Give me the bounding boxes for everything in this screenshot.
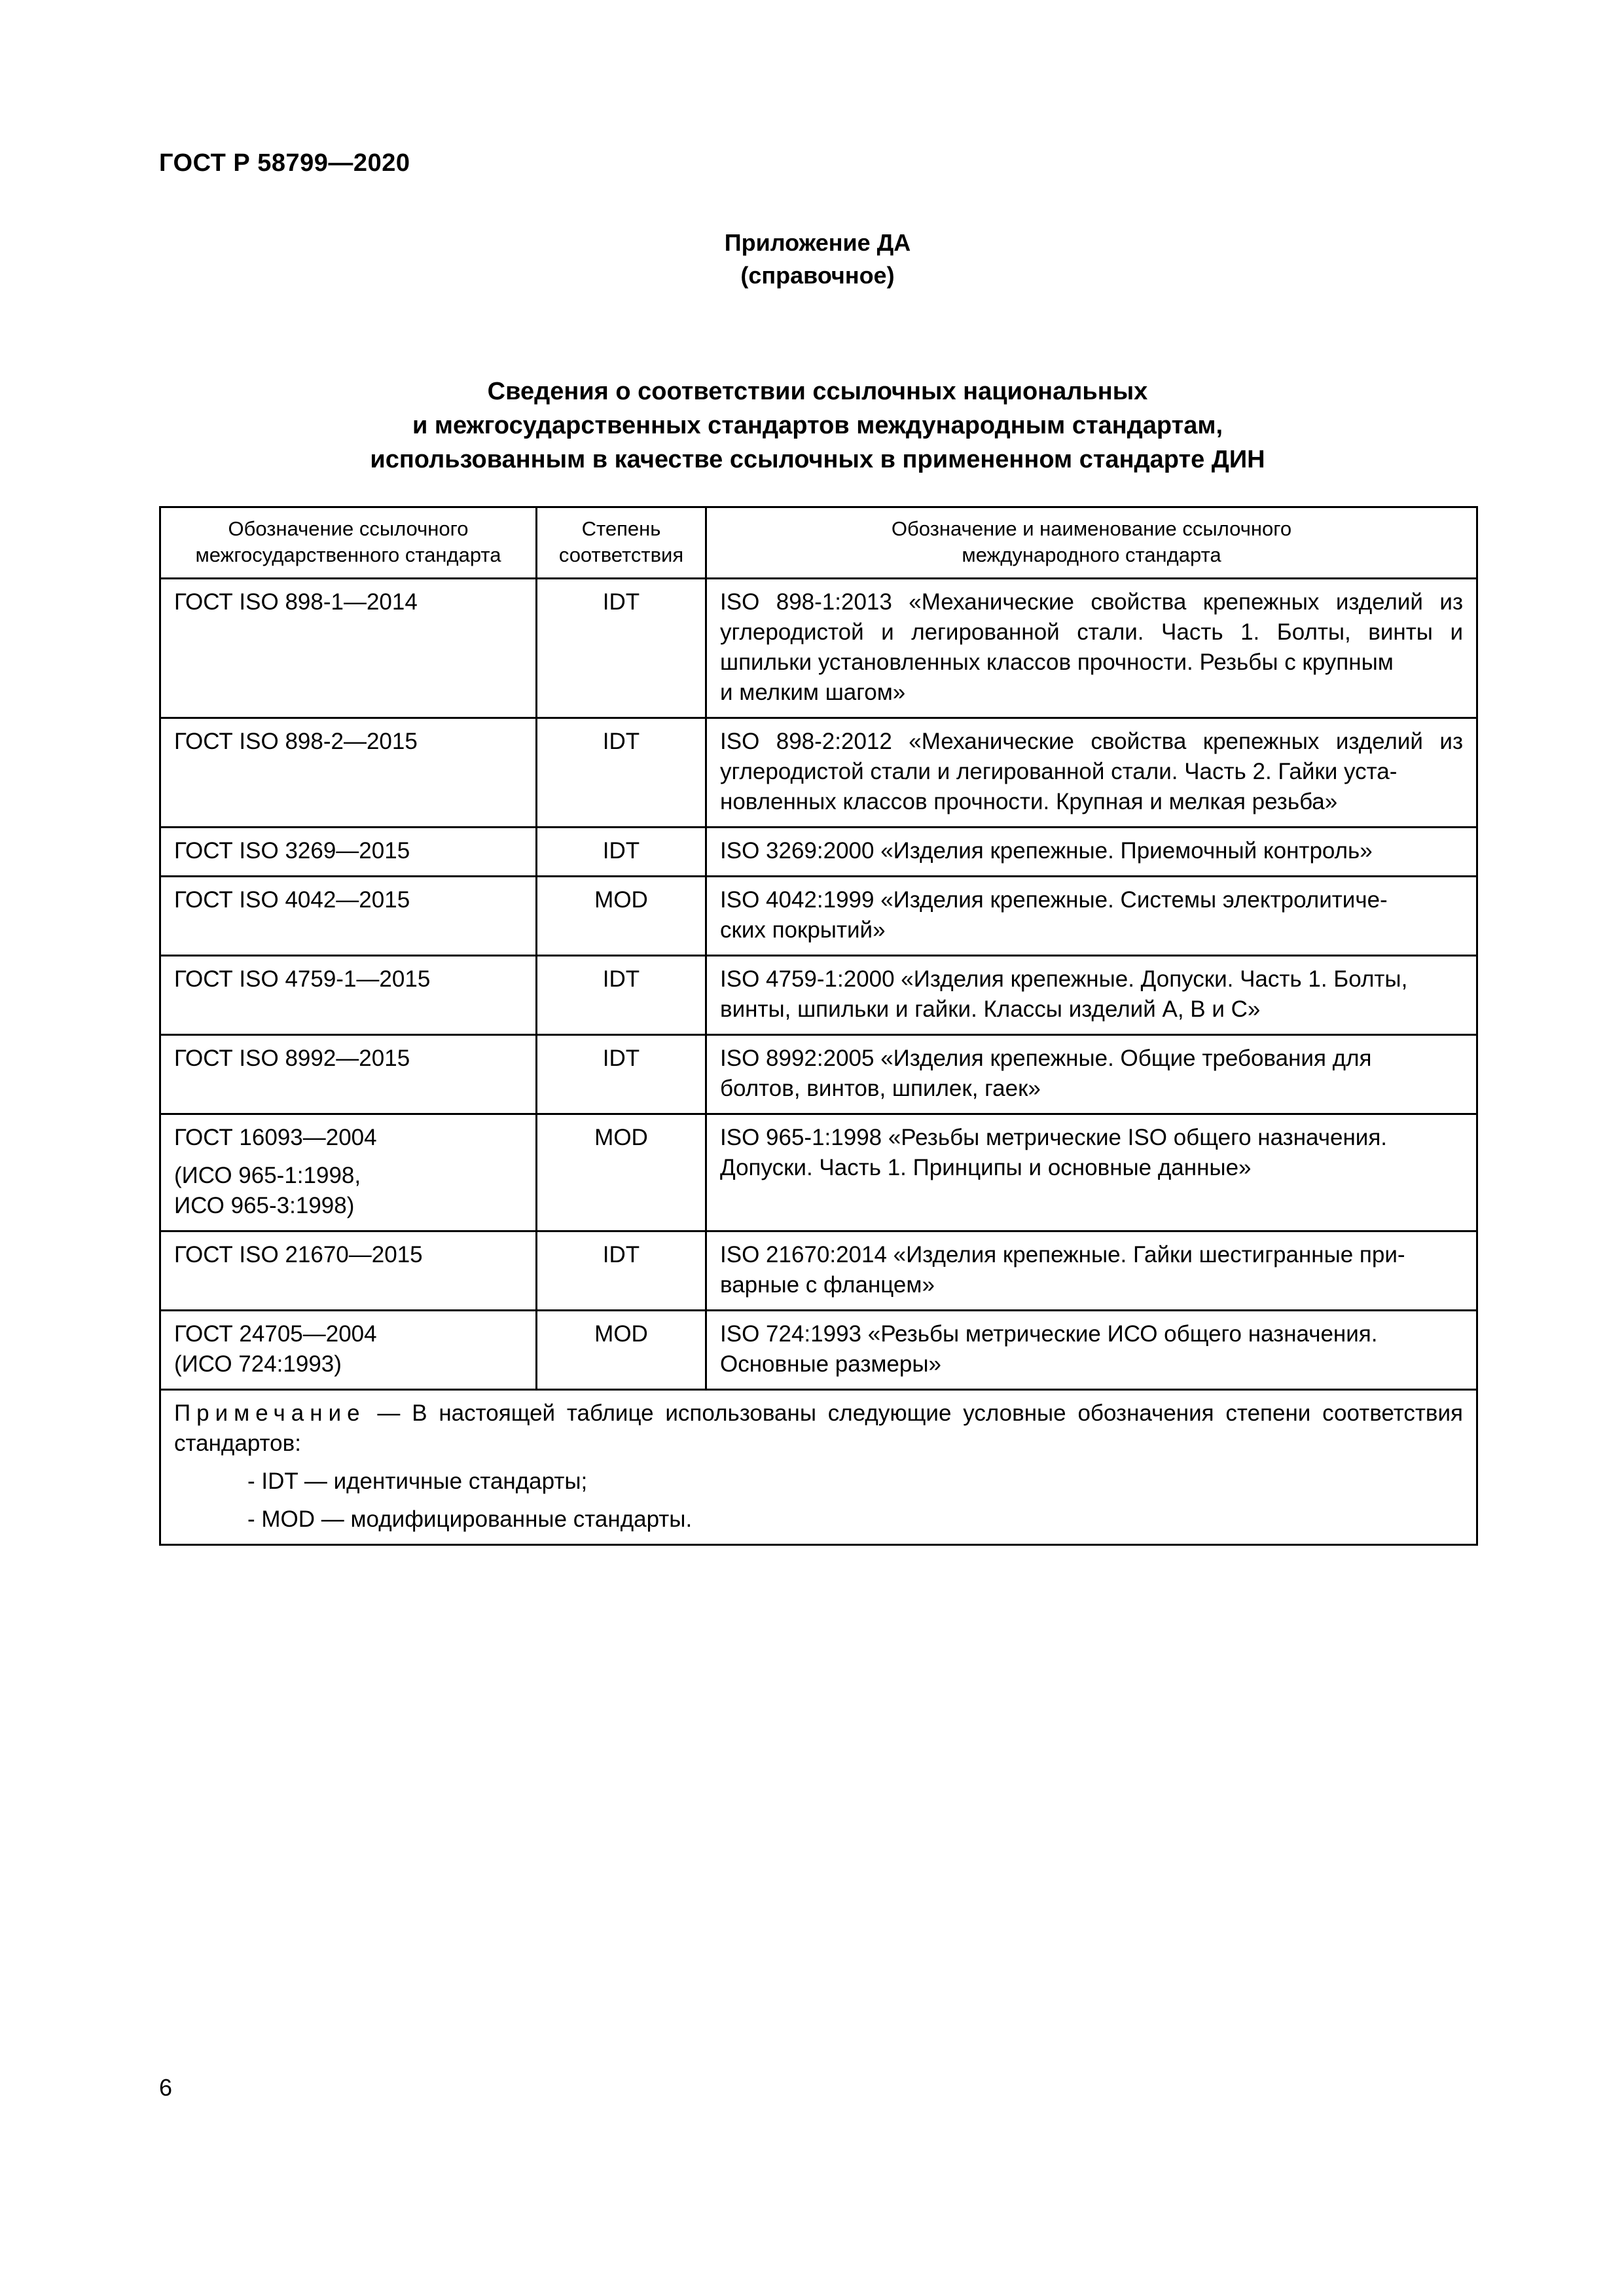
- cell-degree: MOD: [537, 1311, 706, 1390]
- table-row: [160, 718, 1477, 828]
- intl-text: ISO 965-1:1998 «Резьбы метрические ISO общего назначения.: [720, 1125, 1387, 1150]
- gost-designation: ГОСТ 16093—2004: [174, 1125, 377, 1150]
- header-degree: [537, 507, 706, 579]
- intl-text: ских покрытий»: [720, 917, 886, 943]
- cell-intl: [706, 718, 1477, 828]
- cell-degree: IDT: [537, 1231, 706, 1311]
- cell-gost: ГОСТ ISO 21670—2015: [160, 1231, 537, 1311]
- cell-gost: [160, 1311, 537, 1390]
- gost-iso-ref: ИСО 965-3:1998): [174, 1193, 355, 1218]
- table-row: [160, 1035, 1477, 1114]
- cell-degree: IDT: [537, 956, 706, 1035]
- intl-text: ISO 4759-1:2000 «Изделия крепежные. Допуски. Часть 1. Болты,: [720, 966, 1408, 992]
- cell-intl: [706, 1231, 1477, 1311]
- cell-degree: MOD: [537, 877, 706, 956]
- note-item: - IDT — идентичные стандарты;: [247, 1468, 588, 1494]
- cell-intl: [706, 828, 1477, 877]
- header-text: Степень: [581, 517, 661, 540]
- header-text: Обозначение и наименование ссылочного: [891, 517, 1292, 540]
- title-line: использованным в качестве ссылочных в примененном стандарте ДИН: [370, 446, 1265, 473]
- reference-standards-table: [159, 506, 1478, 1546]
- cell-intl: [706, 877, 1477, 956]
- cell-intl: [706, 956, 1477, 1035]
- intl-text: ISO 724:1993 «Резьбы метрические ИСО общего назначения.: [720, 1321, 1378, 1347]
- intl-text: ISO 898-1:2013 «Механические свойства крепежных изделий из углеродистой и легированной стали. Часть 1. Болты, винты и шпильки установленных классов прочности. Резьбы с крупным: [720, 589, 1463, 675]
- note-label: Примечание: [174, 1400, 366, 1426]
- cell-gost: ГОСТ ISO 4042—2015: [160, 877, 537, 956]
- intl-text: ISO 3269:2000 «Изделия крепежные. Приемочный контроль»: [720, 838, 1373, 864]
- gost-iso-ref: (ИСО 724:1993): [174, 1351, 342, 1377]
- table-header-row: [160, 507, 1477, 579]
- section-title: [159, 374, 1476, 477]
- cell-gost: ГОСТ ISO 4759-1—2015: [160, 956, 537, 1035]
- intl-text: варные с фланцем»: [720, 1272, 935, 1298]
- intl-text: винты, шпильки и гайки. Классы изделий А, В и С»: [720, 996, 1261, 1022]
- table-row: [160, 828, 1477, 877]
- header-text: международного стандарта: [962, 543, 1221, 566]
- header-text: межгосударственного стандарта: [195, 543, 501, 566]
- cell-degree: IDT: [537, 718, 706, 828]
- table-note-row: [160, 1390, 1477, 1545]
- header-text: Обозначение ссылочного: [228, 517, 469, 540]
- cell-intl: [706, 1311, 1477, 1390]
- table-row: [160, 1231, 1477, 1311]
- cell-gost: ГОСТ ISO 3269—2015: [160, 828, 537, 877]
- cell-gost: [160, 1114, 537, 1231]
- gost-iso-ref: (ИСО 965-1:1998,: [174, 1163, 361, 1188]
- table-note: [160, 1390, 1477, 1545]
- intl-text: и мелким шагом»: [720, 680, 906, 705]
- intl-text: Допуски. Часть 1. Принципы и основные данные»: [720, 1155, 1252, 1180]
- appendix-label: Приложение ДА: [724, 229, 911, 256]
- cell-gost: ГОСТ ISO 898-2—2015: [160, 718, 537, 828]
- intl-text: болтов, винтов, шпилек, гаек»: [720, 1076, 1041, 1101]
- intl-text: ISO 21670:2014 «Изделия крепежные. Гайки шестигранные при-: [720, 1242, 1405, 1267]
- cell-gost: ГОСТ ISO 8992—2015: [160, 1035, 537, 1114]
- intl-text: ISO 898-2:2012 «Механические свойства крепежных изделий из углеродистой стали и легированной стали. Часть 2. Гайки уста-: [720, 729, 1463, 784]
- intl-text: новленных классов прочности. Крупная и мелкая резьба»: [720, 789, 1338, 814]
- header-text: соответствия: [558, 543, 684, 566]
- page-number: 6: [159, 2074, 173, 2101]
- intl-text: ISO 8992:2005 «Изделия крепежные. Общие требования для: [720, 1046, 1372, 1071]
- cell-degree: IDT: [537, 828, 706, 877]
- title-line: Сведения о соответствии ссылочных национальных: [487, 378, 1148, 405]
- cell-degree: MOD: [537, 1114, 706, 1231]
- appendix-heading: [159, 227, 1476, 292]
- cell-intl: [706, 1114, 1477, 1231]
- table-row: [160, 956, 1477, 1035]
- table-row: [160, 1114, 1477, 1231]
- intl-text: Основные размеры»: [720, 1351, 941, 1377]
- gost-designation: ГОСТ 24705—2004: [174, 1321, 377, 1347]
- cell-degree: IDT: [537, 579, 706, 718]
- appendix-type: (справочное): [740, 262, 895, 289]
- document-id: ГОСТ Р 58799—2020: [159, 149, 410, 177]
- title-line: и межгосударственных стандартов международным стандартам,: [412, 412, 1223, 439]
- cell-intl: [706, 579, 1477, 718]
- intl-text: ISO 4042:1999 «Изделия крепежные. Системы электролитиче-: [720, 887, 1388, 913]
- header-gost: [160, 507, 537, 579]
- note-text: — В настоящей таблице использованы следующие условные обозначения степени соответствия стандартов:: [174, 1400, 1463, 1456]
- table-row: [160, 877, 1477, 956]
- table-row: [160, 1311, 1477, 1390]
- cell-gost: ГОСТ ISO 898-1—2014: [160, 579, 537, 718]
- cell-degree: IDT: [537, 1035, 706, 1114]
- note-paragraph: [174, 1398, 1463, 1459]
- note-item: - MOD — модифицированные стандарты.: [247, 1506, 693, 1532]
- cell-intl: [706, 1035, 1477, 1114]
- table-row: [160, 579, 1477, 718]
- header-intl: [706, 507, 1477, 579]
